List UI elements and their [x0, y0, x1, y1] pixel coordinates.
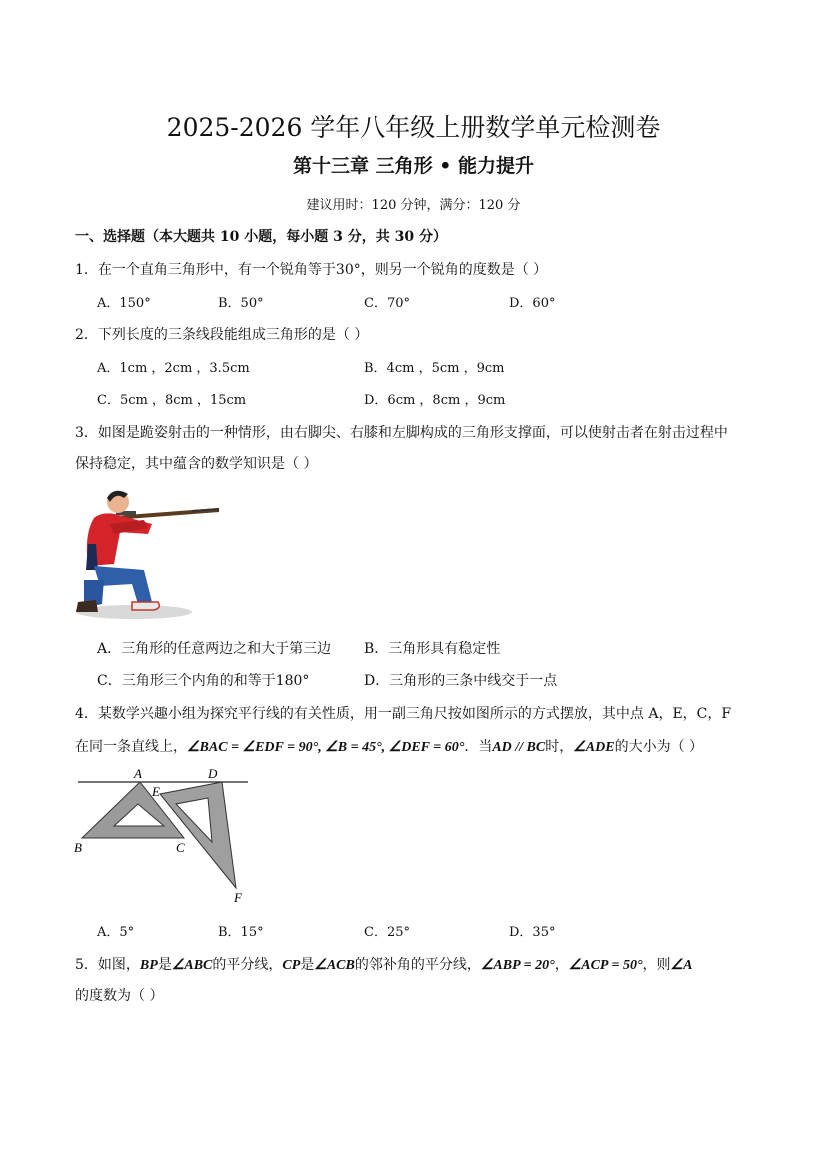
- q5-text-0: 5．如图，: [75, 957, 140, 973]
- q3-option-b[interactable]: B．三角形具有稳定性: [364, 641, 501, 657]
- q5-math-cp: CP: [282, 958, 301, 973]
- q5-math-abp: ∠ABP = 20°: [480, 958, 555, 973]
- q4-option-a[interactable]: A．5°: [97, 925, 135, 940]
- q1-option-b[interactable]: B．50°: [218, 296, 264, 311]
- question-1-stem: 1．在一个直角三角形中，有一个锐角等于30°，则另一个锐角的度数是（ ）: [75, 262, 548, 278]
- q4-text-d: 的大小为（ ）: [614, 739, 704, 755]
- question-4-stem-line2: [75, 736, 703, 756]
- q4-option-c[interactable]: C．25°: [364, 925, 410, 940]
- q5-math-acp: ∠ACP = 50°: [568, 958, 643, 973]
- label-c: C: [176, 840, 185, 855]
- q5-math-acb: ∠ACB: [314, 958, 355, 973]
- q3-option-d[interactable]: D．三角形的三条中线交于一点: [364, 673, 558, 689]
- q5-text-1: 是: [157, 957, 172, 973]
- question-5-stem-line2: 的度数为（ ）: [75, 988, 164, 1004]
- q1-option-a[interactable]: A．150°: [97, 296, 151, 311]
- time-score-hint: 建议用时：120 分钟，满分：120 分: [306, 198, 521, 213]
- q3-option-c[interactable]: C．三角形三个内角的和等于180°: [97, 673, 310, 689]
- q5-text-3: 是: [300, 957, 315, 973]
- q4-parallel-condition: AD // BC: [492, 740, 546, 755]
- q2-option-b[interactable]: B．4cm ，5cm ，9cm: [364, 361, 505, 376]
- question-3-stem-line1: 3．如图是跪姿射击的一种情形，由右脚尖、右膝和左脚构成的三角形支撑面，可以使射击者在射击过程中: [75, 425, 728, 441]
- exam-subtitle: 第十三章 三角形 • 能力提升: [293, 155, 534, 177]
- q2-option-d[interactable]: D．6cm ，8cm ，9cm: [364, 393, 506, 408]
- label-a: A: [134, 766, 142, 781]
- q2-option-c[interactable]: C．5cm ，8cm ，15cm: [97, 393, 247, 408]
- q5-math-abc: ∠ABC: [171, 958, 213, 973]
- label-e: E: [152, 784, 160, 799]
- question-2-stem: 2．下列长度的三条线段能组成三角形的是（ ）: [75, 327, 369, 343]
- label-b: B: [74, 840, 82, 855]
- q1-option-d[interactable]: D．60°: [509, 296, 556, 311]
- q5-text-2: 的平分线，: [212, 957, 283, 973]
- q4-text-c: 时，: [545, 739, 574, 755]
- q4-target-angle: ∠ADE: [573, 740, 615, 755]
- triangle-rulers-figure: [72, 764, 252, 906]
- q4-option-b[interactable]: B．15°: [218, 925, 264, 940]
- kneeling-shooter-illustration: [74, 484, 224, 624]
- q5-text-5: ，: [554, 957, 569, 973]
- label-f: F: [234, 890, 242, 905]
- q5-text-4: 的邻补角的平分线，: [354, 957, 481, 973]
- q5-math-a: ∠A: [670, 958, 693, 973]
- q5-math-bp: BP: [139, 958, 158, 973]
- question-5-stem-line1: [75, 954, 692, 974]
- q5-text-6: ，则: [642, 957, 671, 973]
- q1-option-c[interactable]: C．70°: [364, 296, 410, 311]
- section-heading: 一、选择题（本大题共 10 小题，每小题 3 分，共 30 分）: [75, 229, 447, 245]
- q4-text-b: ．当: [464, 739, 493, 755]
- label-d: D: [208, 766, 218, 781]
- q3-option-a[interactable]: A．三角形的任意两边之和大于第三边: [97, 641, 332, 657]
- q2-option-a[interactable]: A．1cm ，2cm ，3.5cm: [97, 361, 250, 376]
- exam-title: 2025-2026 学年八年级上册数学单元检测卷: [166, 113, 661, 142]
- question-3-stem-line2: 保持稳定，其中蕴含的数学知识是（ ）: [75, 456, 318, 472]
- q4-text-a: 在同一条直线上，: [75, 739, 187, 755]
- q4-angle-condition: ∠BAC = ∠EDF = 90°, ∠B = 45°, ∠DEF = 60°: [187, 740, 465, 755]
- q4-option-d[interactable]: D．35°: [509, 925, 556, 940]
- question-4-stem-line1: 4．某数学兴趣小组为探究平行线的有关性质，用一副三角尺按如图所示的方式摆放，其中点 A，E，C，F: [75, 706, 732, 722]
